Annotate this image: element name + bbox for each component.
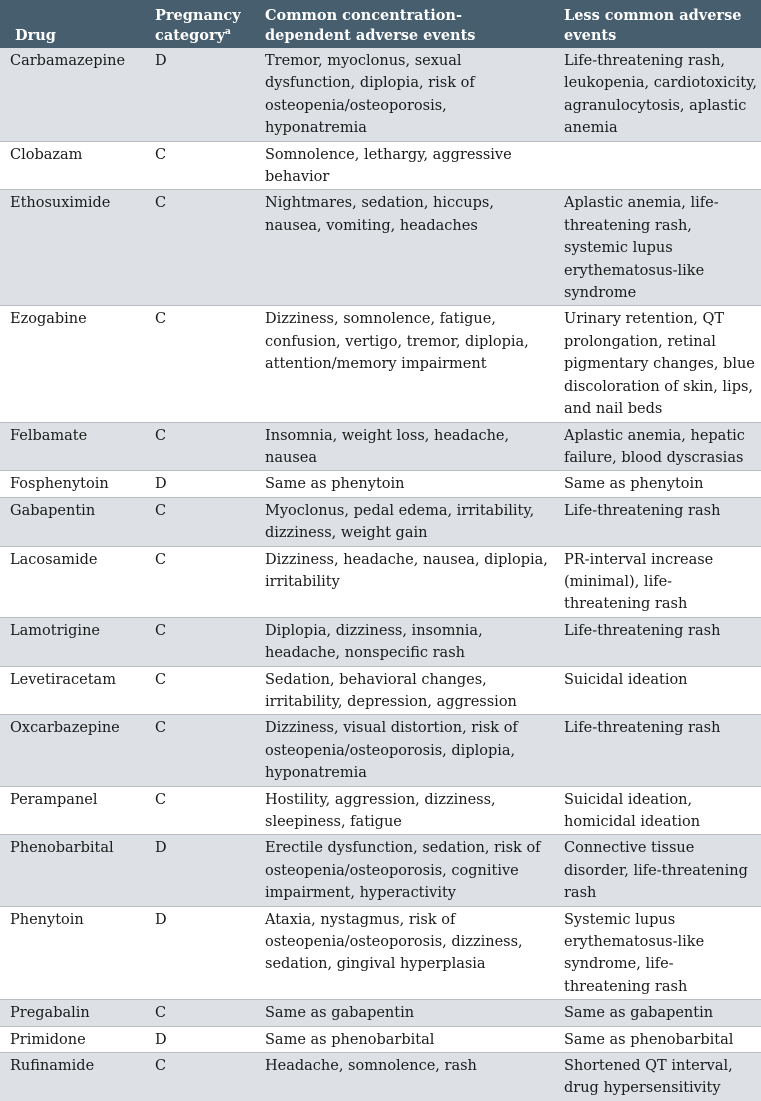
footnote-marker: a xyxy=(225,27,231,38)
less-common-adverse-events-cell: Life-threatening rash, leukopenia, cardiotoxicity, agranulocytosis, aplastic anemia xyxy=(553,48,761,141)
pregnancy-category-cell: D xyxy=(144,471,254,497)
common-adverse-events-cell: Nightmares, sedation, hiccups, nausea, vomiting, headaches xyxy=(254,190,553,306)
less-common-adverse-events-cell: Urinary retention, QT prolongation, retinal pigmentary changes, blue discoloration of skin, lips, and nail beds xyxy=(553,306,761,422)
common-adverse-events-cell: Same as phenytoin xyxy=(254,471,553,497)
header-pregnancy-category xyxy=(144,0,254,48)
table-row xyxy=(0,906,761,1000)
header-drug: Drug xyxy=(0,0,144,48)
table-row xyxy=(0,786,761,835)
table-row xyxy=(0,141,761,190)
pregnancy-category-cell: C xyxy=(144,1053,254,1101)
drug-name-cell: Primidone xyxy=(0,1026,144,1052)
less-common-adverse-events-cell: Suicidal ideation, homicidal ideation xyxy=(553,786,761,835)
table-row xyxy=(0,48,761,141)
less-common-adverse-events-cell: Suicidal ideation xyxy=(553,666,761,715)
less-common-adverse-events-cell: Life-threatening rash xyxy=(553,497,761,546)
table-row xyxy=(0,666,761,715)
drug-name-cell: Gabapentin xyxy=(0,497,144,546)
pregnancy-category-cell: D xyxy=(144,1026,254,1052)
common-adverse-events-cell: Same as phenobarbital xyxy=(254,1026,553,1052)
common-adverse-events-cell: Dizziness, somnolence, fatigue, confusion, vertigo, tremor, diplopia, attention/memory impairment xyxy=(254,306,553,422)
drug-name-cell: Carbamazepine xyxy=(0,48,144,141)
drug-name-cell: Ezogabine xyxy=(0,306,144,422)
pregnancy-category-cell: C xyxy=(144,666,254,715)
drug-name-cell: Phenytoin xyxy=(0,906,144,1000)
header-less-common-adverse-events: Less common adverse events xyxy=(553,0,761,48)
table-row xyxy=(0,1053,761,1101)
table-row xyxy=(0,1026,761,1052)
table-row xyxy=(0,306,761,422)
drug-name-cell: Phenobarbital xyxy=(0,835,144,906)
common-adverse-events-cell: Tremor, myoclonus, sexual dysfunction, diplopia, risk of osteopenia/osteoporosis, hyponatremia xyxy=(254,48,553,141)
table-row xyxy=(0,835,761,906)
header-pregnancy-text: Pregnancy category xyxy=(155,7,241,44)
pregnancy-category-cell: C xyxy=(144,422,254,471)
pregnancy-category-cell: C xyxy=(144,617,254,666)
less-common-adverse-events-cell: Same as gabapentin xyxy=(553,1000,761,1026)
common-adverse-events-cell: Dizziness, visual distortion, risk of osteopenia/osteoporosis, diplopia, hyponatremia xyxy=(254,715,553,786)
drug-name-cell: Lamotrigine xyxy=(0,617,144,666)
drug-name-cell: Lacosamide xyxy=(0,546,144,617)
common-adverse-events-cell: Insomnia, weight loss, headache, nausea xyxy=(254,422,553,471)
header-common-adverse-events: Common concentration-dependent adverse events xyxy=(254,0,553,48)
less-common-adverse-events-cell: Systemic lupus erythematosus-like syndrome, life-threatening rash xyxy=(553,906,761,1000)
pregnancy-category-cell: C xyxy=(144,546,254,617)
drug-name-cell: Rufinamide xyxy=(0,1053,144,1101)
common-adverse-events-cell: Hostility, aggression, dizziness, sleepiness, fatigue xyxy=(254,786,553,835)
pregnancy-category-cell: C xyxy=(144,786,254,835)
table-row xyxy=(0,715,761,786)
table-row xyxy=(0,497,761,546)
drug-name-cell: Perampanel xyxy=(0,786,144,835)
common-adverse-events-cell: Same as gabapentin xyxy=(254,1000,553,1026)
less-common-adverse-events-cell: PR-interval increase (minimal), life-threatening rash xyxy=(553,546,761,617)
less-common-adverse-events-cell: Shortened QT interval, drug hypersensitivity xyxy=(553,1053,761,1101)
pregnancy-category-cell: C xyxy=(144,141,254,190)
less-common-adverse-events-cell: Life-threatening rash xyxy=(553,617,761,666)
less-common-adverse-events-cell: Same as phenytoin xyxy=(553,471,761,497)
drug-name-cell: Levetiracetam xyxy=(0,666,144,715)
drug-name-cell: Clobazam xyxy=(0,141,144,190)
pregnancy-category-cell: D xyxy=(144,835,254,906)
table-row xyxy=(0,617,761,666)
less-common-adverse-events-cell: Life-threatening rash xyxy=(553,715,761,786)
pregnancy-category-cell: D xyxy=(144,906,254,1000)
less-common-adverse-events-cell xyxy=(553,141,761,190)
table-row xyxy=(0,422,761,471)
common-adverse-events-cell: Myoclonus, pedal edema, irritability, dizziness, weight gain xyxy=(254,497,553,546)
pregnancy-category-cell: C xyxy=(144,715,254,786)
table-row xyxy=(0,546,761,617)
less-common-adverse-events-cell: Aplastic anemia, life-threatening rash, systemic lupus erythematosus-like syndrome xyxy=(553,190,761,306)
pregnancy-category-cell: C xyxy=(144,497,254,546)
pregnancy-category-cell: C xyxy=(144,190,254,306)
common-adverse-events-cell: Ataxia, nystagmus, risk of osteopenia/osteoporosis, dizziness, sedation, gingival hyperplasia xyxy=(254,906,553,1000)
table-header xyxy=(0,0,761,48)
table-row xyxy=(0,1000,761,1026)
pregnancy-category-cell: D xyxy=(144,48,254,141)
common-adverse-events-cell: Erectile dysfunction, sedation, risk of osteopenia/osteoporosis, cognitive impairment, hyperactivity xyxy=(254,835,553,906)
drug-name-cell: Pregabalin xyxy=(0,1000,144,1026)
pregnancy-category-cell: C xyxy=(144,306,254,422)
common-adverse-events-cell: Headache, somnolence, rash xyxy=(254,1053,553,1101)
common-adverse-events-cell: Sedation, behavioral changes, irritability, depression, aggression xyxy=(254,666,553,715)
common-adverse-events-cell: Diplopia, dizziness, insomnia, headache, nonspecific rash xyxy=(254,617,553,666)
drug-name-cell: Felbamate xyxy=(0,422,144,471)
less-common-adverse-events-cell: Same as phenobarbital xyxy=(553,1026,761,1052)
drug-name-cell: Fosphenytoin xyxy=(0,471,144,497)
pregnancy-category-cell: C xyxy=(144,1000,254,1026)
table-row xyxy=(0,471,761,497)
less-common-adverse-events-cell: Connective tissue disorder, life-threatening rash xyxy=(553,835,761,906)
drug-name-cell: Ethosuximide xyxy=(0,190,144,306)
less-common-adverse-events-cell: Aplastic anemia, hepatic failure, blood dyscrasias xyxy=(553,422,761,471)
common-adverse-events-cell: Dizziness, headache, nausea, diplopia, irritability xyxy=(254,546,553,617)
header-row xyxy=(0,0,761,48)
table-row xyxy=(0,190,761,306)
table-body xyxy=(0,48,761,1101)
common-adverse-events-cell: Somnolence, lethargy, aggressive behavior xyxy=(254,141,553,190)
drug-name-cell: Oxcarbazepine xyxy=(0,715,144,786)
